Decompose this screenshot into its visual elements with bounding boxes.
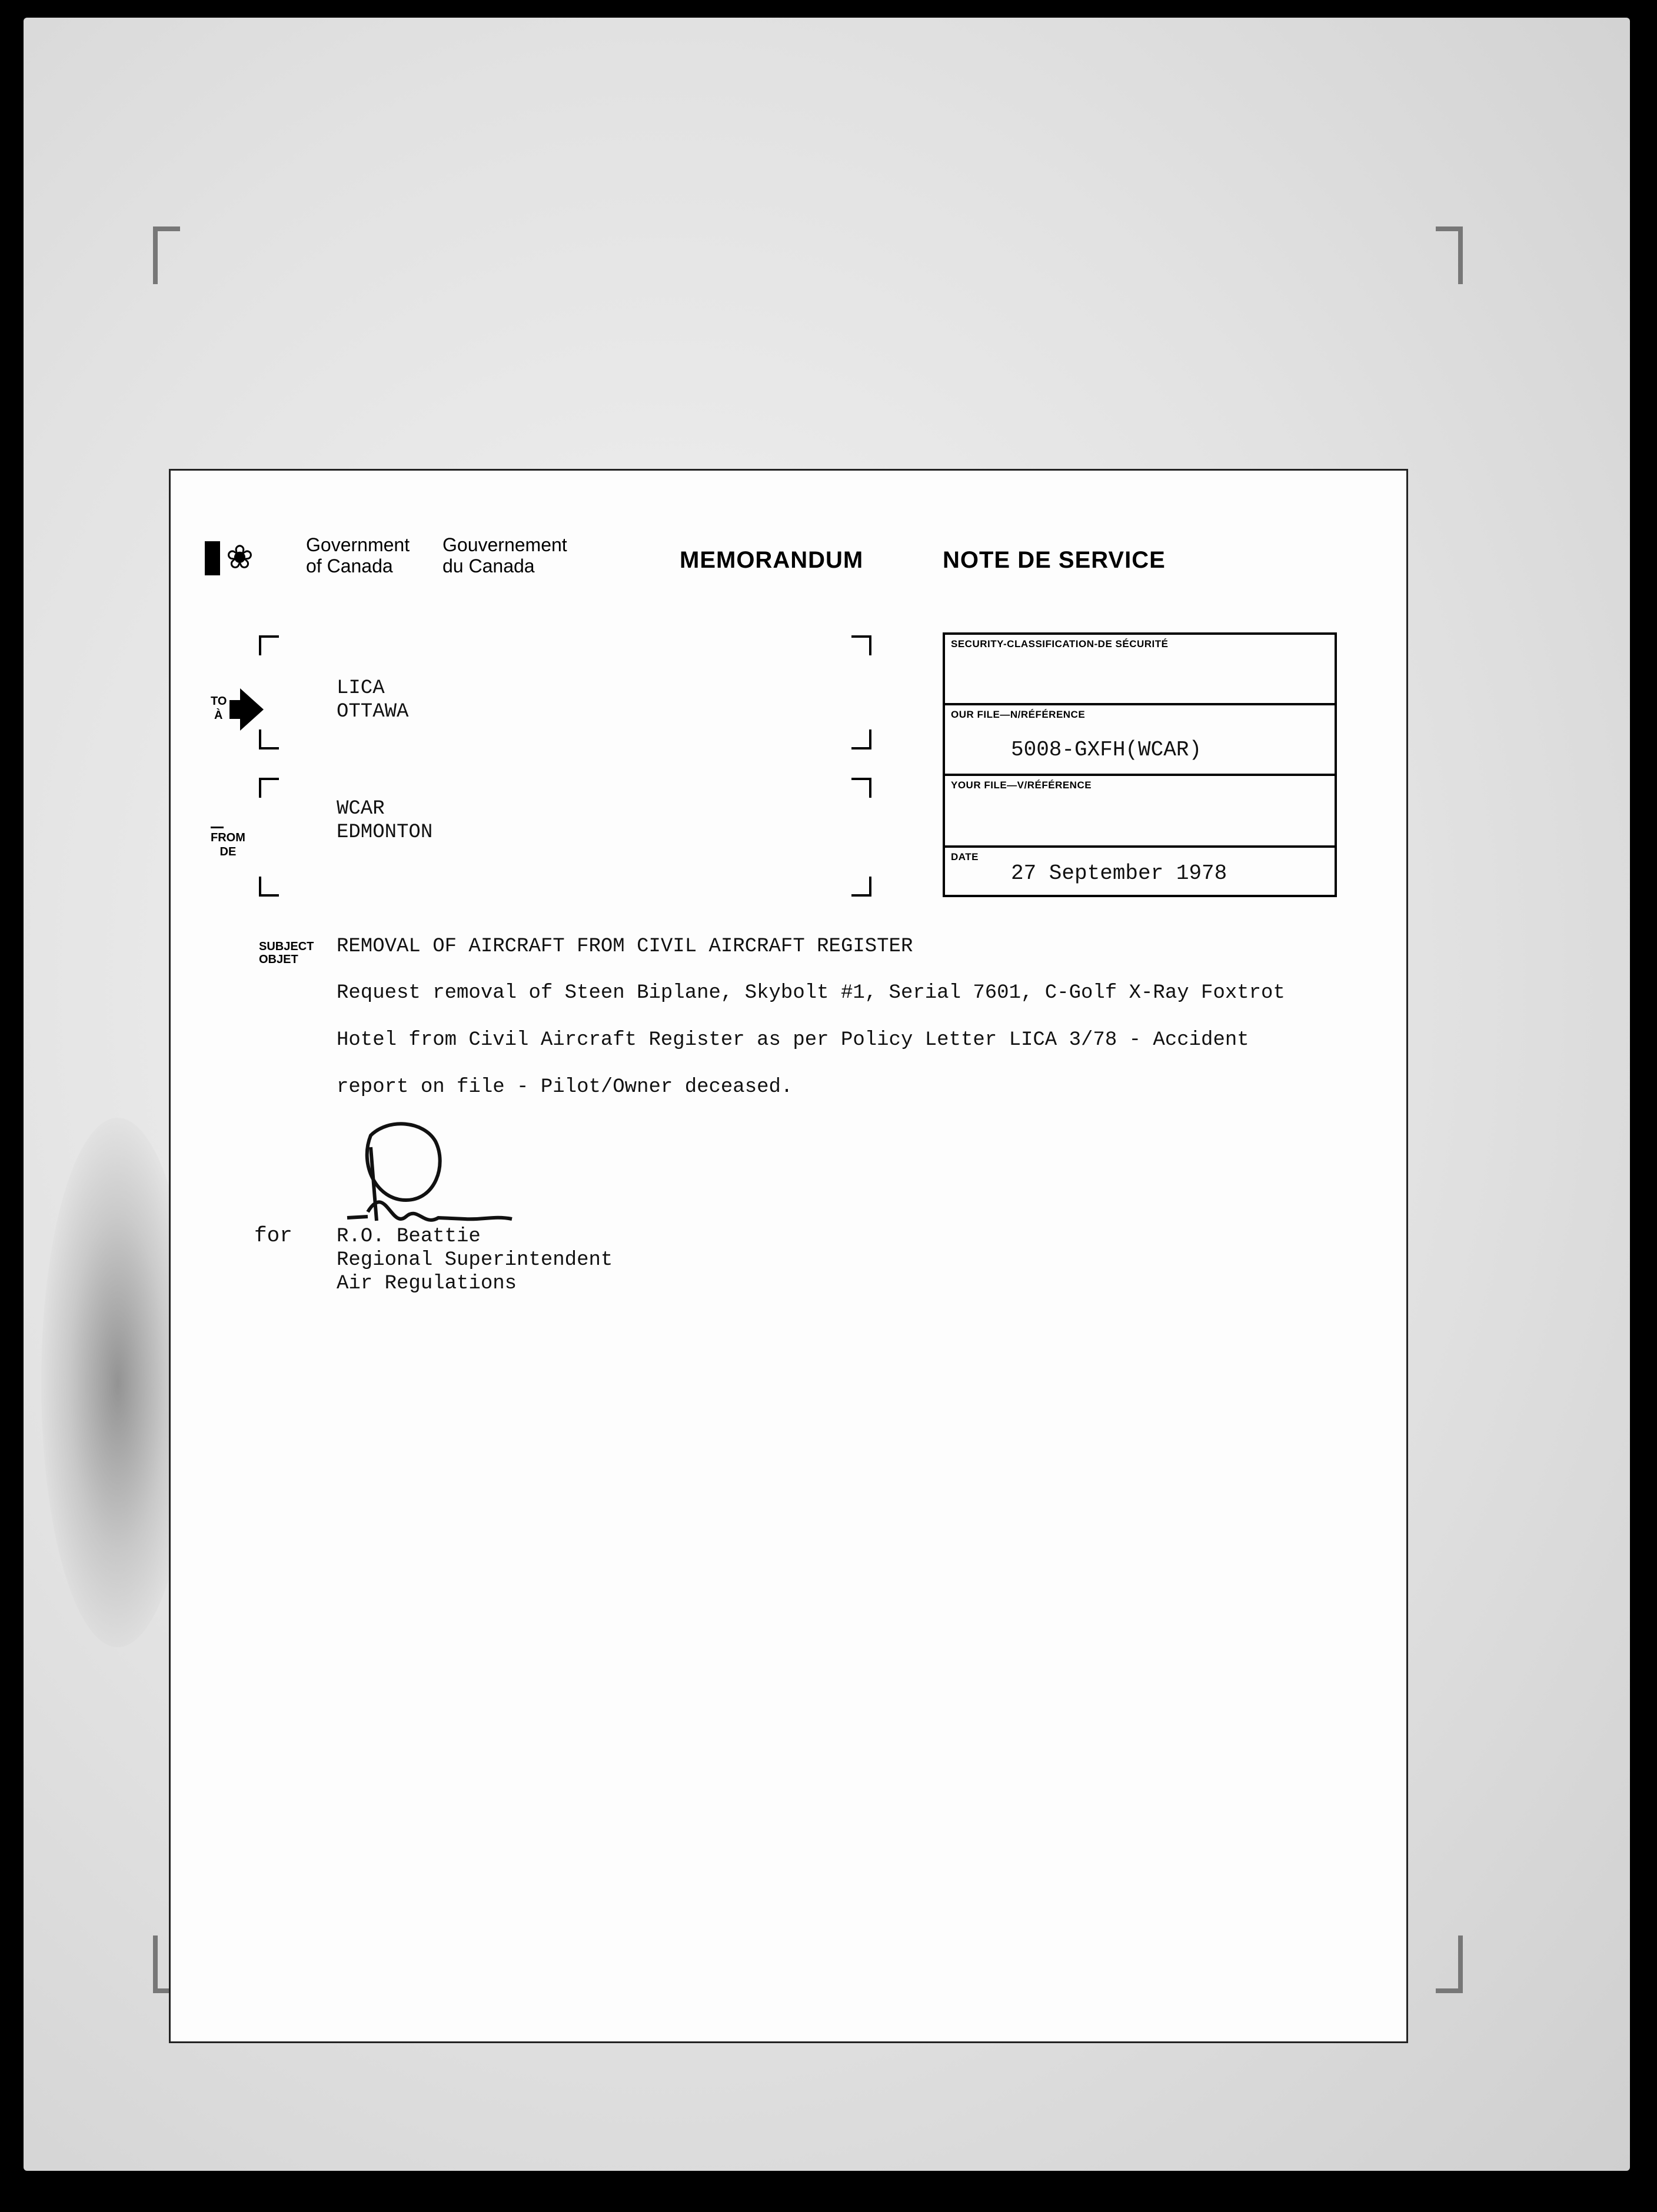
from-bracket-tr [851, 778, 871, 798]
crop-mark-top-left [153, 226, 180, 284]
to-bracket-br [851, 729, 871, 749]
to-arrow-icon [240, 688, 264, 731]
to-address [337, 677, 408, 724]
to-bracket-bl [259, 729, 279, 749]
gov-en-line1: Government [306, 534, 410, 555]
subject-text: REMOVAL OF AIRCRAFT FROM CIVIL AIRCRAFT REGISTER [337, 935, 913, 958]
government-name-french [442, 534, 567, 577]
handwritten-signature [335, 1112, 541, 1230]
to-address-line2: OTTAWA [337, 701, 409, 723]
reference-box [943, 632, 1337, 897]
our-file-value: 5008-GXFH(WCAR) [1011, 738, 1202, 762]
to-bracket-tl [259, 635, 279, 655]
to-bracket-tr [851, 635, 871, 655]
our-file-label: OUR FILE—N/RÉFÉRENCE [951, 709, 1086, 720]
your-file-label: YOUR FILE—V/RÉFÉRENCE [951, 779, 1092, 791]
signer-title-line2: Air Regulations [337, 1272, 517, 1295]
signer-name: R.O. Beattie [337, 1225, 481, 1248]
date-row [945, 848, 1335, 897]
security-row [945, 635, 1335, 705]
date-value: 27 September 1978 [1011, 861, 1227, 885]
canada-flag-icon: ❀ [205, 541, 264, 575]
from-bracket-bl [259, 877, 279, 897]
memo-page [171, 471, 1406, 2041]
from-bracket-tl [259, 778, 279, 798]
crop-mark-top-right [1436, 226, 1463, 284]
date-label: DATE [951, 851, 979, 862]
body-line-2: Hotel from Civil Aircraft Register as per Policy Letter LICA 3/78 - Accident [337, 1029, 1249, 1051]
gov-fr-line2: du Canada [442, 555, 535, 577]
from-address-line2: EDMONTON [337, 821, 433, 844]
to-label: TO À [211, 695, 227, 722]
gov-fr-line1: Gouvernement [442, 534, 567, 555]
our-file-row [945, 705, 1335, 776]
crop-mark-bottom-right [1436, 1936, 1463, 1993]
memo-title-french: NOTE DE SERVICE [943, 547, 1166, 573]
body-line-3: report on file - Pilot/Owner deceased. [337, 1076, 793, 1098]
your-file-row [945, 776, 1335, 848]
body-line-1: Request removal of Steen Biplane, Skybolt #1, Serial 7601, C-Golf X-Ray Foxtrot [337, 982, 1285, 1004]
for-label: for [254, 1224, 292, 1248]
subject-label: SUBJECT OBJET [259, 940, 314, 966]
gov-en-line2: of Canada [306, 555, 393, 577]
from-bracket-br [851, 877, 871, 897]
government-name-english [306, 534, 410, 577]
security-label: SECURITY-CLASSIFICATION-DE SÉCURITÉ [951, 638, 1169, 649]
memo-title-english: MEMORANDUM [680, 547, 864, 573]
from-address-line1: WCAR [337, 798, 385, 820]
from-label: FROM DE [211, 827, 245, 859]
to-address-line1: LICA [337, 677, 385, 699]
from-address [337, 797, 432, 844]
signer-title-line1: Regional Superintendent [337, 1249, 613, 1271]
